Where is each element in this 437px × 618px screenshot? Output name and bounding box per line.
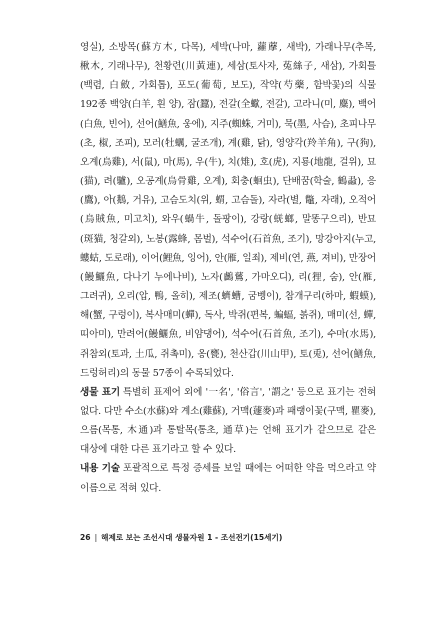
- page-footer: [80, 532, 380, 543]
- paragraph-biological-notation: [80, 383, 376, 460]
- section-lead-content-description: 내용 기술: [80, 463, 120, 475]
- paragraph-content-description: [80, 459, 376, 497]
- paragraph-biological-notation-text: 특별히 표제어 외에 '一名', '俗言', '謂之' 등으로 표기는 전혀 없다. 다만 수소(水蘇)와 계소(雞蘇), 거맥(蘧麥)과 패랭이꽃(구맥, 瞿麥), 으름(목통, 木通)과 통탈목(통초, 通草)는 언해 표기가 같으므로 같은 대상에 대한 다른 표기라고 할 수 있다.: [80, 386, 376, 456]
- book-title: 해제로 보는 조선시대 생물자원 1 - 조선전기(15세기): [101, 533, 283, 542]
- paragraph-content-description-text: 포괄적으로 특정 증세를 보일 때에는 어떠한 약을 먹으라고 약 이름으로 적혀 있다.: [80, 463, 376, 494]
- footer-separator: |: [94, 533, 98, 542]
- body-text: [80, 38, 376, 498]
- paragraph-species-list: 영실), 소방목(蘇方木, 다목), 세박(나마, 蘿藦, 새박), 가래나무(추목, 楸木, 기래나무), 천황련(川黃連), 세삼(토사자, 菟絲子, 새삼), 가회틀(백렴, 白斂, 가회톱), 포도(葡萄, 보도), 작약(芍藥, 함박꽃)의 식물 192종 백양(白羊, 흰 양), 잠(蠶), 전갈(全蠍, 전갈), 고라니(미, 麋), 백어(白魚, 빈어), 선어(鱔魚, 웅에), 지주(蜘蛛, 거미), 묵(墨, 사슴), 초피나무(초, 椒, 조피), 모러(牡蠣, 굴조개), 계(雞, 닭), 영양각(羚羊角), 구(狗), 오계(烏雞), 서(鼠), 마(馬), 우(牛), 치(雉), 호(虎), 지룡(地龍, 걸위), 묘(猫), 려(驢), 오공계(烏骨雞, 오계), 회충(蛔虫), 단배꿈(학술, 鶴蝨), 응(鷹), 아(鵝, 거유), 고슴도치(위, 蝟, 고슴돌), 자라(별, 鼈, 자래), 오적어(烏賊魚, 미고치), 와우(蝸牛, 돌팡이), 강랑(蜣螂, 말똥구으리), 반묘(斑猫, 청갈외), 노봉(露蜂, 몸벌), 석수어(石首魚, 조기), 망강아지(누고, 螻蛄, 도로래), 이어(鯉魚, 잉어), 안(雁, 일죄), 제비(연, 燕, 져비), 만장어(鰻鱺魚, 다나기 누에나비), 노자(鸕鶿, 가마오디), 리(狸, 숨), 안(雁, 그려귀), 오리(압, 鴨, 올히), 제조(蠐螬, 굼벵이), 참개구리(하마, 蝦蟆), 해(蟹, 구렁이), 복사매미(蟬), 독사, 박쥐(편복, 蝙蝠, 볽쥐), 매미(선, 蟬, 띠아미), 만려어(鰻鱺魚, 비얌댕어), 석수어(石首魚, 조기), 수마(水馬), 쥐참외(토과, 土瓜, 쥐촉미), 옹(甕), 천산갑(川山甲), 토(兎), 선어(鱔魚, 드렁허리)의 동물 57종이 수록되었다.: [80, 42, 376, 379]
- page-number: 26: [80, 533, 91, 542]
- section-lead-biological-notation: 생물 표기: [80, 386, 120, 398]
